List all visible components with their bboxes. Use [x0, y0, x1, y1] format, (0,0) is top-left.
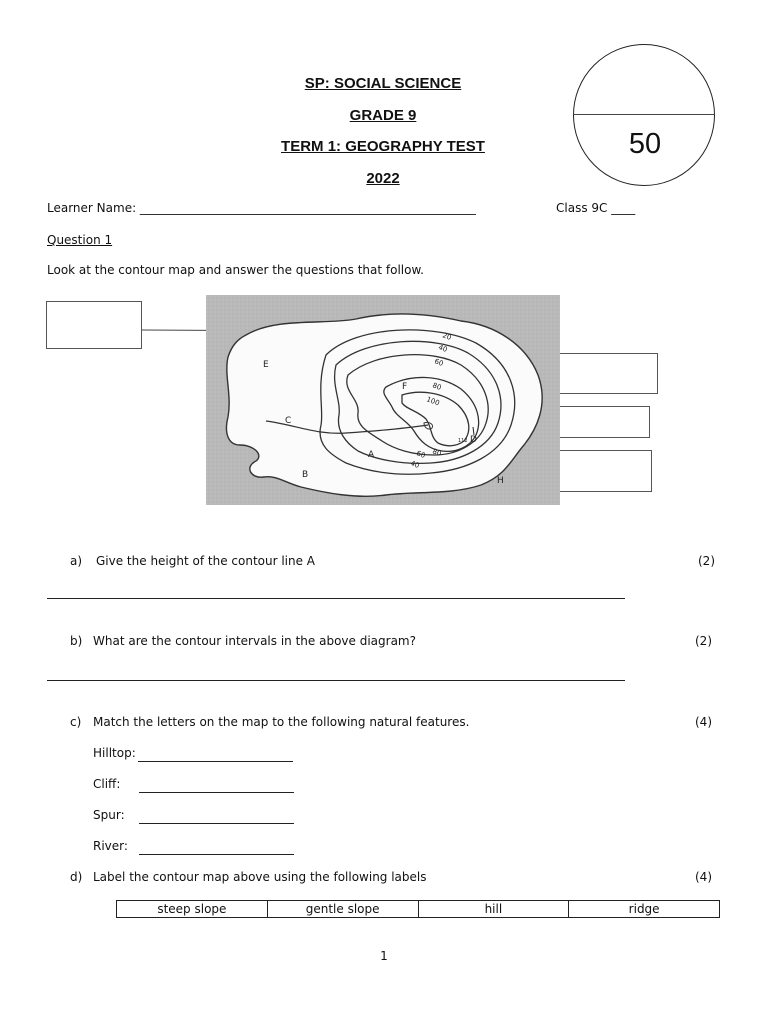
contour-label-60b: 60 [415, 449, 427, 460]
feature-hilltop-label: Hilltop: [93, 746, 136, 760]
feature-cliff-line[interactable] [139, 792, 294, 793]
contour-label-60: 60 [433, 357, 445, 368]
contour-label-80b: 80 [431, 447, 443, 458]
score-total: 50 [628, 128, 662, 160]
question-a-letter: a) [70, 554, 83, 568]
contour-label-80: 80 [431, 381, 443, 392]
contour-label-20: 20 [441, 331, 453, 342]
question-1-title: Question 1 [47, 233, 113, 247]
question-1-instruction: Look at the contour map and answer the questions that follow. [47, 263, 424, 277]
contour-map [206, 295, 560, 505]
label-option-gentle-slope: gentle slope [267, 901, 418, 918]
question-d-text: Label the contour map above using the following labels [93, 870, 427, 884]
question-d-marks: (4) [695, 870, 712, 884]
map-letter-d: D [470, 435, 477, 445]
feature-river-label: River: [93, 839, 128, 853]
map-letter-c: C [285, 416, 292, 426]
map-letter-f: F [402, 382, 408, 392]
header-grade: GRADE 9 [349, 107, 417, 124]
header-test-title: TERM 1: GEOGRAPHY TEST [281, 138, 485, 155]
contour-label-40: 40 [437, 343, 449, 354]
question-b-letter: b) [70, 634, 83, 648]
question-a-marks: (2) [698, 554, 715, 568]
map-letter-h: H [497, 476, 504, 486]
feature-river-line[interactable] [139, 854, 294, 855]
label-options-table [116, 900, 720, 918]
map-letter-a: A [368, 450, 375, 460]
contour-label-112: 112 [458, 438, 468, 444]
feature-hilltop-line[interactable] [138, 761, 293, 762]
header-subject: SP: SOCIAL SCIENCE [304, 75, 462, 92]
map-letter-e: E [263, 360, 269, 370]
contour-label-40b: 40 [409, 459, 421, 470]
feature-cliff-label: Cliff: [93, 777, 121, 791]
map-letter-b: B [302, 470, 309, 480]
question-c-marks: (4) [695, 715, 712, 729]
label-option-hill: hill [418, 901, 569, 918]
question-b-text: What are the contour intervals in the above diagram? [93, 634, 416, 648]
feature-spur-line[interactable] [139, 823, 294, 824]
question-d-letter: d) [70, 870, 83, 884]
question-c-text: Match the letters on the map to the following natural features. [93, 715, 470, 729]
contour-label-100: 100 [425, 395, 441, 408]
question-b-marks: (2) [695, 634, 712, 648]
question-b-answer-line[interactable] [47, 680, 625, 681]
feature-spur-label: Spur: [93, 808, 125, 822]
learner-name-label[interactable]: Learner Name: ________________________________________________________ [47, 201, 476, 215]
label-option-steep-slope: steep slope [117, 901, 268, 918]
question-c-letter: c) [70, 715, 82, 729]
class-label[interactable]: Class 9C ____ [556, 201, 636, 215]
header-year: 2022 [366, 170, 400, 187]
question-a-answer-line[interactable] [47, 598, 625, 599]
label-option-ridge: ridge [569, 901, 720, 918]
page-number: 1 [380, 949, 388, 963]
island-outline [227, 314, 543, 496]
question-a-text: Give the height of the contour line A [96, 554, 316, 568]
